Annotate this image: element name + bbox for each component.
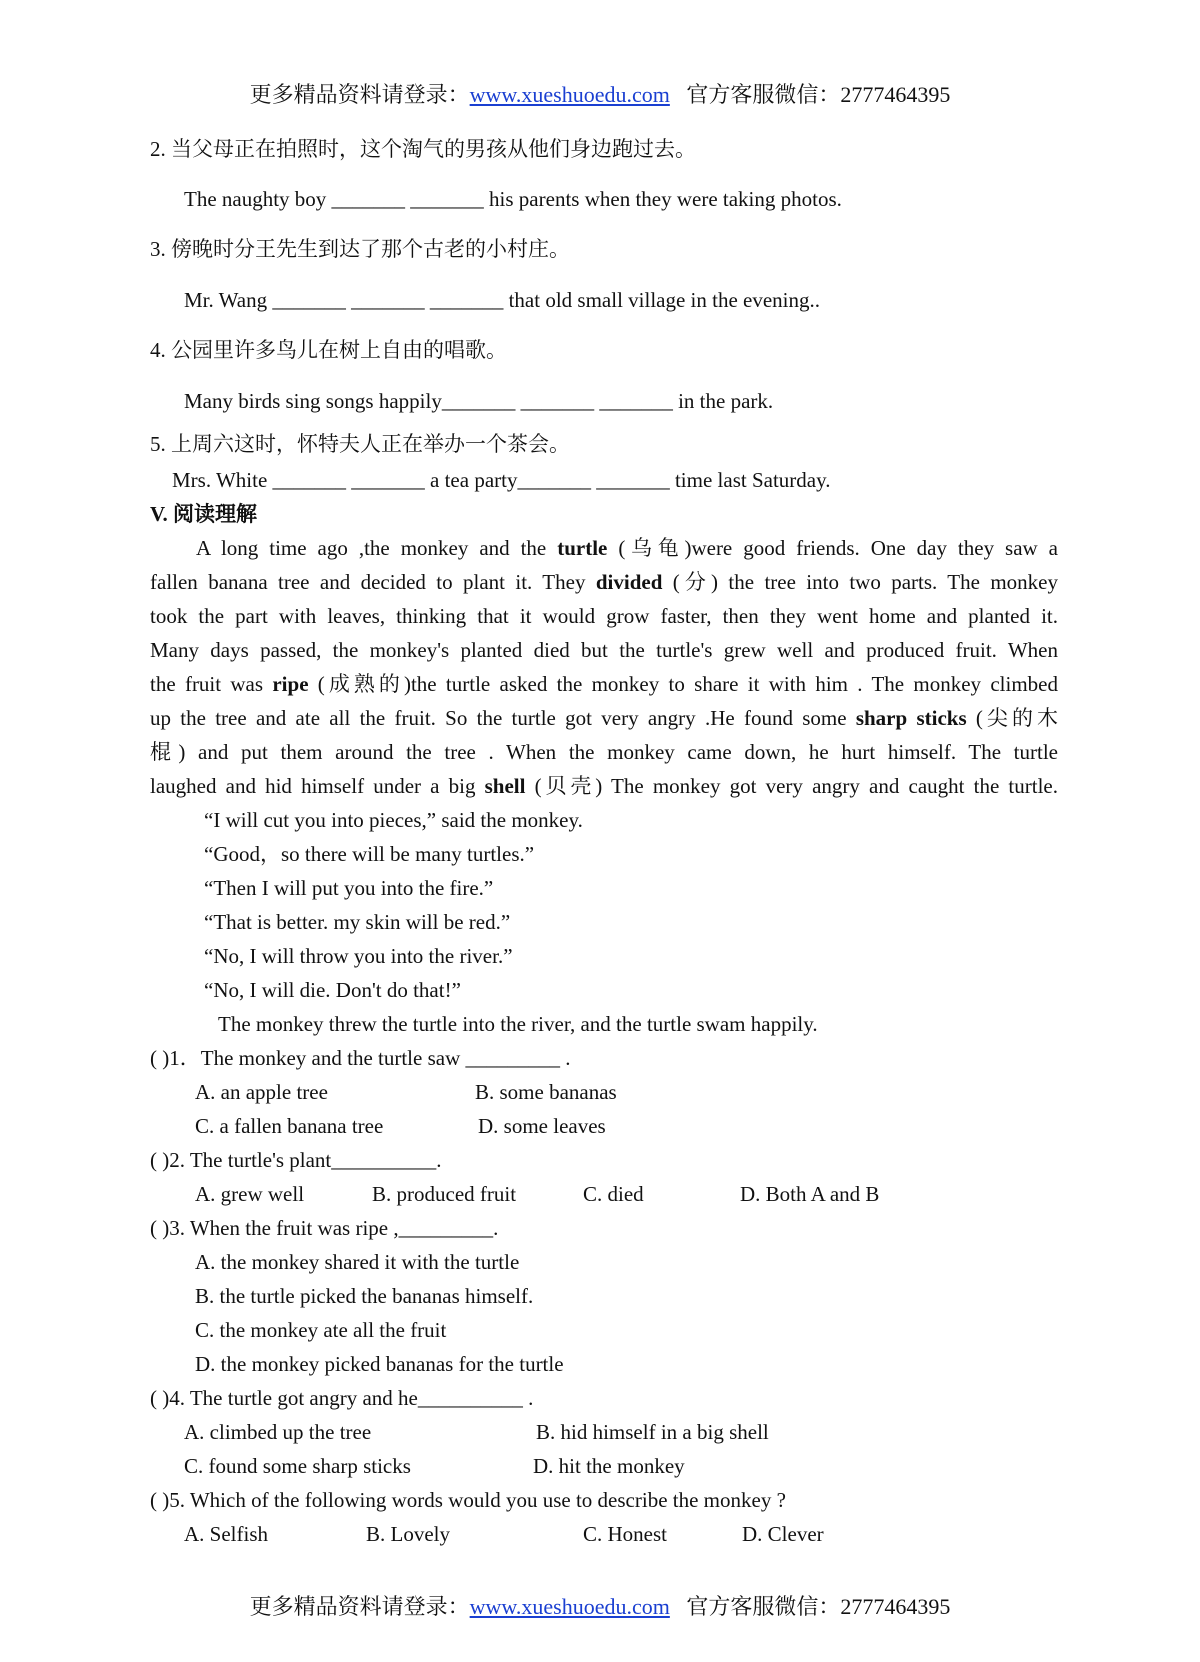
option-3c: C. the monkey ate all the fruit (195, 1318, 447, 1342)
passage-line-8: laughed and hid himself under a big shell (贝壳) The monkey got very angry and caught the turtle. (150, 774, 1058, 798)
header-wechat: 官方客服微信：2777464395 (686, 82, 951, 107)
option-5a: A. Selfish (184, 1522, 268, 1546)
option-4d: D. hit the monkey (533, 1454, 685, 1478)
dialogue-line-2: “Good，so there will be many turtles.” (204, 842, 535, 866)
passage-line-6: up the tree and ate all the fruit. So the turtle got very angry .He found some sharp sticks (尖的木 (150, 706, 1058, 730)
translation-q2-chinese: 2. 当父母正在拍照时，这个淘气的男孩从他们身边跑过去。 (150, 137, 696, 161)
option-4c: C. found some sharp sticks (184, 1454, 411, 1478)
option-5b: B. Lovely (366, 1522, 450, 1546)
option-4b: B. hid himself in a big shell (536, 1420, 769, 1444)
passage-ending: The monkey threw the turtle into the river, and the turtle swam happily. (218, 1012, 818, 1036)
question-4: ( )4. The turtle got angry and he__________ . (150, 1386, 534, 1410)
option-2d: D. Both A and B (740, 1182, 880, 1206)
footer-prefix: 更多精品资料请登录： (249, 1594, 470, 1619)
question-5: ( )5. Which of the following words would you use to describe the monkey ? (150, 1488, 786, 1512)
header-link[interactable]: www.xueshuoedu.com (469, 82, 670, 107)
option-1d: D. some leaves (478, 1114, 606, 1138)
option-3b: B. the turtle picked the bananas himself. (195, 1284, 534, 1308)
passage-line-1: A long time ago ,the monkey and the turtle (乌龟)were good friends. One day they saw a (196, 536, 1058, 560)
section-title: V. 阅读理解 (150, 502, 257, 526)
translation-q4-chinese: 4. 公园里许多鸟儿在树上自由的唱歌。 (150, 338, 507, 362)
option-5c: C. Honest (583, 1522, 667, 1546)
dialogue-line-3: “Then I will put you into the fire.” (204, 876, 494, 900)
translation-q3-chinese: 3. 傍晚时分王先生到达了那个古老的小村庄。 (150, 237, 570, 261)
passage-line-2: fallen banana tree and decided to plant it. They divided (分) the tree into two parts. The monkey (150, 570, 1058, 594)
translation-q5-chinese: 5. 上周六这时，怀特夫人正在举办一个茶会。 (150, 432, 570, 456)
option-1a: A. an apple tree (195, 1080, 328, 1104)
question-1: ( )1．The monkey and the turtle saw _________ . (150, 1046, 571, 1070)
page-footer (0, 1590, 1200, 1621)
header-prefix: 更多精品资料请登录： (249, 82, 470, 107)
translation-q5-english: Mrs. White _______ _______ a tea party_______ _______ time last Saturday. (172, 468, 831, 492)
option-2b: B. produced fruit (372, 1182, 517, 1206)
option-1b: B. some bananas (475, 1080, 617, 1104)
option-2c: C. died (583, 1182, 644, 1206)
option-3d: D. the monkey picked bananas for the turtle (195, 1352, 564, 1376)
question-3: ( )3. When the fruit was ripe ,_________. (150, 1216, 499, 1240)
dialogue-line-5: “No, I will throw you into the river.” (204, 944, 513, 968)
option-3a: A. the monkey shared it with the turtle (195, 1250, 520, 1274)
dialogue-line-1: “I will cut you into pieces,” said the monkey. (204, 808, 583, 832)
question-2: ( )2. The turtle's plant__________. (150, 1148, 442, 1172)
dialogue-line-4: “That is better. my skin will be red.” (204, 910, 511, 934)
option-2a: A. grew well (195, 1182, 305, 1206)
passage-line-5: the fruit was ripe (成熟的)the turtle asked the monkey to share it with him . The monkey climbed (150, 672, 1058, 696)
passage-line-7: 棍) and put them around the tree . When the monkey came down, he hurt himself. The turtle (150, 740, 1058, 764)
option-1c: C. a fallen banana tree (195, 1114, 384, 1138)
page-header (0, 78, 1200, 109)
option-5d: D. Clever (742, 1522, 824, 1546)
footer-link[interactable]: www.xueshuoedu.com (469, 1594, 670, 1619)
dialogue-line-6: “No, I will die. Don't do that!” (204, 978, 461, 1002)
translation-q3-english: Mr. Wang _______ _______ _______ that old small village in the evening.. (184, 288, 821, 312)
translation-q2-english: The naughty boy _______ _______ his parents when they were taking photos. (184, 187, 842, 211)
translation-q4-english: Many birds sing songs happily_______ _______ _______ in the park. (184, 389, 774, 413)
option-4a: A. climbed up the tree (184, 1420, 372, 1444)
passage-line-3: took the part with leaves, thinking that it would grow faster, then they went home and planted it. (150, 604, 1058, 628)
footer-wechat: 官方客服微信：2777464395 (686, 1594, 951, 1619)
passage-line-4: Many days passed, the monkey's planted died but the turtle's grew well and produced fruit. When (150, 638, 1058, 662)
